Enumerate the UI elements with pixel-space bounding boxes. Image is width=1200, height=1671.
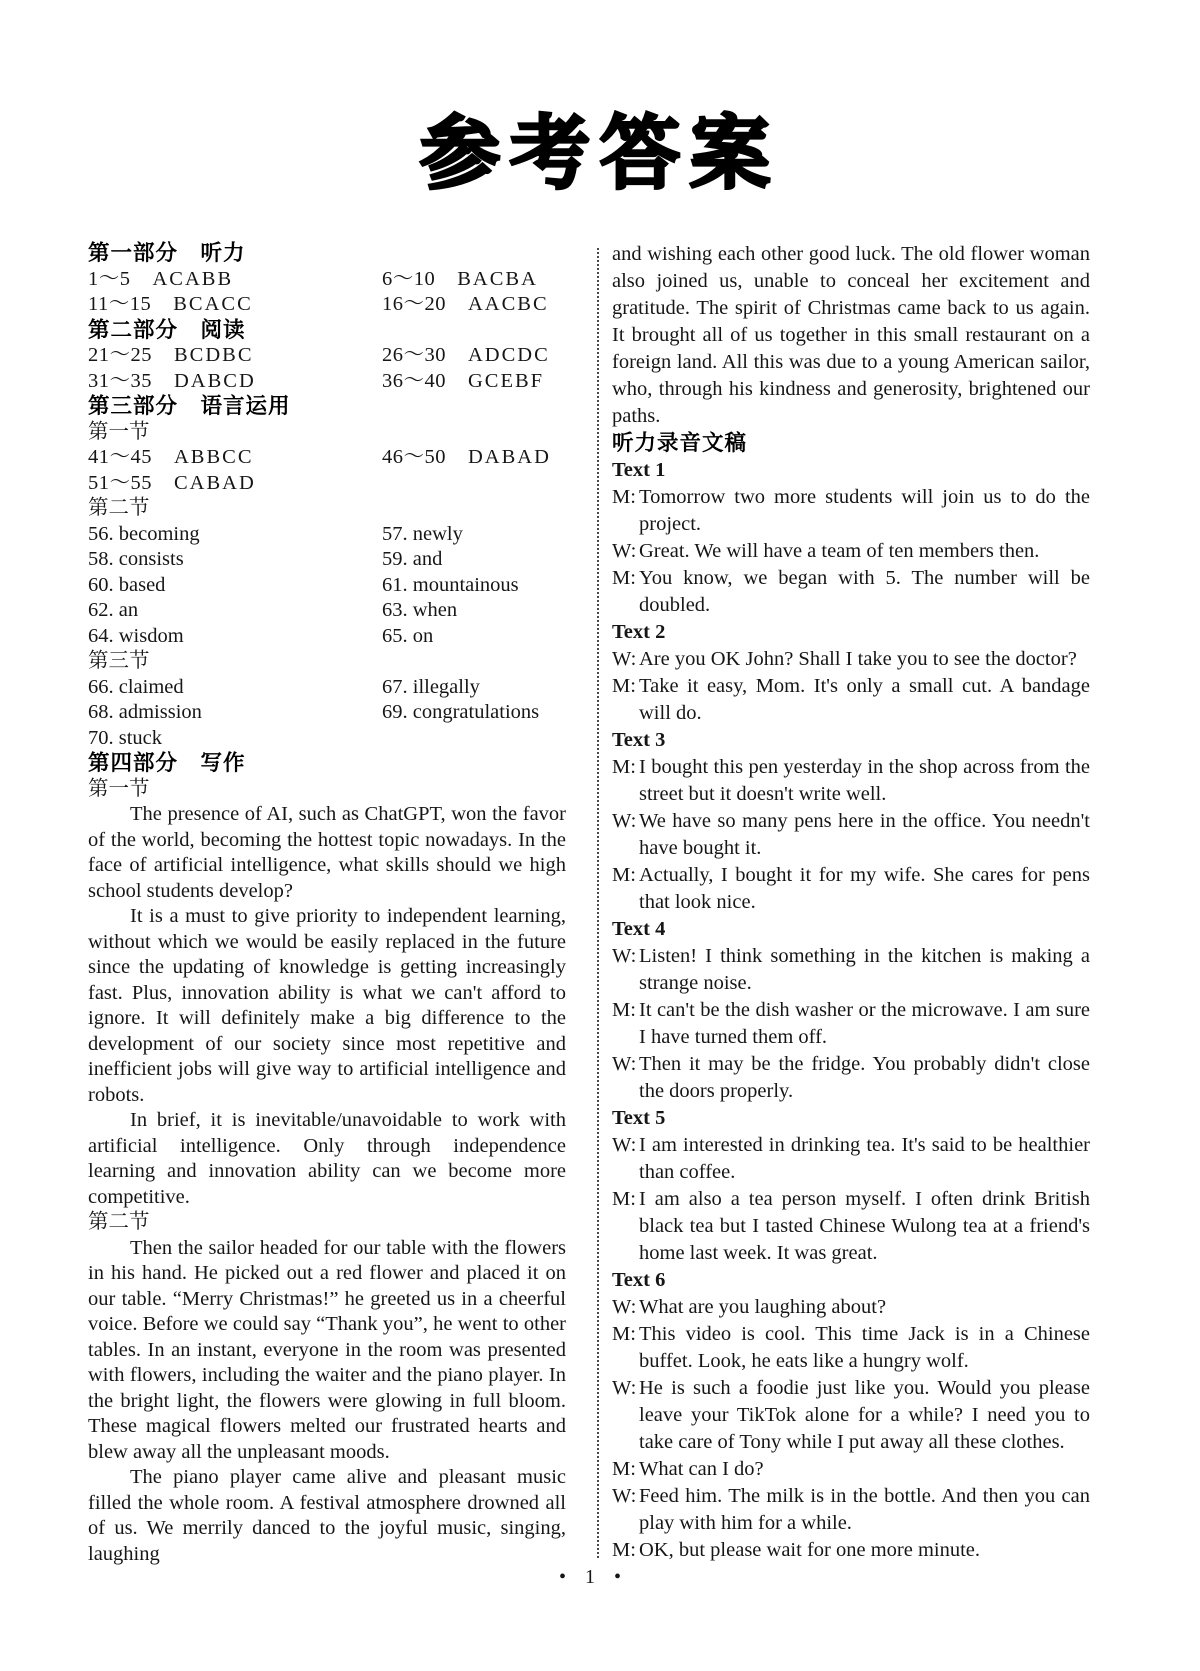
speaker-label: W: [612,540,637,562]
answer-item [382,343,550,369]
dialog-text: What can I do? [639,1458,764,1480]
speaker-label: W: [612,810,637,832]
dialog-line [612,1132,1090,1186]
speaker-label: M: [612,999,636,1021]
dialog-text: Listen! I think something in the kitchen is making a strange noise. [639,945,1090,994]
answer-range: 26～30 [382,344,446,366]
answer-letters: GCEBF [468,369,545,392]
word-answer-item: 56. becoming [88,522,200,545]
dialog-text: He is such a foodie just like you. Would you please leave your TikTok alone for a while? I need you to take care of Tony while I put away all these clothes. [639,1377,1090,1453]
subsection-heading: 第二节 [88,1211,150,1233]
answer-letters: DABCD [174,369,256,392]
word-answer-item: 63. when [382,599,458,621]
answer-letters: BCDBC [174,344,254,366]
dialog-line [612,646,1090,673]
answer-row [88,292,566,318]
dialog-line [612,1321,1090,1375]
answer-letters: ADCDC [468,344,550,366]
word-answer-row [88,522,566,548]
answer-letters: DABAD [468,446,551,468]
word-answer-row [88,700,566,726]
answer-range: 31～35 [88,369,152,392]
dialog-text: Tomorrow two more students will join us to do the project. [639,486,1090,535]
section-heading: 第二部分 阅读 [88,317,246,343]
dialog-line [612,484,1090,538]
word-answer-item: 64. wisdom [88,624,184,647]
speaker-label: W: [612,648,637,670]
section-heading: 听力录音文稿 [612,431,748,456]
dialog-text: This video is cool. This time Jack is in a Chinese buffet. Look, he eats like a hungry wolf. [639,1323,1090,1372]
word-answer-row [88,547,566,573]
dialog-line [612,1483,1090,1537]
answer-range: 46～50 [382,446,446,468]
answer-range: 11～15 [88,293,152,315]
dialog-text-label: Text 2 [612,621,666,643]
word-answer-item: 66. claimed [88,675,184,698]
dialog-line [612,754,1090,808]
dialog-line [612,1456,1090,1483]
speaker-label: W: [612,1134,637,1156]
word-answer-item: 62. an [88,599,139,621]
dialog-text: Feed him. The milk is in the bottle. And then you can play with him for a while. [639,1485,1090,1534]
page-title: 参考答案 [420,107,780,200]
answer-item [88,344,254,366]
dialog-text: I am also a tea person myself. I often drink British black tea but I tasted Chinese Wulong tea at a friend's home last week. It was great. [639,1188,1090,1264]
dialog-text: Are you OK John? Shall I take you to see the doctor? [639,648,1077,670]
answer-letters: ABBCC [174,446,254,468]
speaker-label: M: [612,1458,636,1480]
dialog-line [612,1537,1090,1564]
answer-item [382,292,549,318]
answer-range: 6～10 [382,267,436,290]
dialog-line [612,673,1090,727]
answer-range: 1～5 [88,267,131,290]
speaker-label: M: [612,1539,636,1561]
answer-letters: BACBA [457,267,538,290]
answer-item [382,445,551,471]
answer-range: 51～55 [88,471,152,494]
essay-paragraph: In brief, it is inevitable/unavoidable to work with artificial intelligence. Only through independence learning and innovation ability can we become more competitive. [88,1109,566,1208]
speaker-label: M: [612,675,636,697]
answer-row [88,445,566,471]
section-heading: 第一部分 听力 [88,241,246,266]
dialog-line [612,1186,1090,1267]
dialog-text-label: Text 5 [612,1107,666,1129]
dialog-text: OK, but please wait for one more minute. [639,1539,981,1561]
dialog-text: What are you laughing about? [639,1296,887,1318]
word-answer-item: 67. illegally [382,675,480,698]
dialog-line [612,538,1090,565]
answer-range: 36～40 [382,369,446,392]
dialog-line [612,808,1090,862]
section-heading: 第四部分 写作 [88,751,246,776]
answer-letters: AACBC [468,293,549,315]
word-answer-item: 61. mountainous [382,573,519,596]
essay-paragraph: and wishing each other good luck. The old flower woman also joined us, unable to conceal her excitement and gratitude. The spirit of Christmas came back to us again. It brought all of us together in this small restaurant on a foreign land. All this was due to a young American sailor, who, through his kindness and generosity, brightened our paths. [612,243,1090,427]
dialog-text-label: Text 1 [612,459,666,481]
speaker-label: M: [612,1323,636,1345]
essay-paragraph: The piano player came alive and pleasant music filled the whole room. A festival atmosphere drowned all of us. We merrily danced to the joyful music, singing, laughing [88,1466,566,1565]
dialog-line [612,1294,1090,1321]
answer-row [88,471,566,497]
word-answer-row [88,624,566,650]
answer-row [88,369,566,395]
answer-item [88,446,254,468]
word-answer-row [88,675,566,701]
subsection-heading: 第一节 [88,420,150,443]
dialog-text: Actually, I bought it for my wife. She cares for pens that look nice. [639,864,1090,913]
speaker-label: W: [612,1296,637,1318]
dialog-line [612,565,1090,619]
left-column [88,241,566,1567]
answer-item [88,472,256,494]
subsection-heading: 第三节 [88,650,150,672]
right-column [612,241,1090,1564]
answer-row [88,267,566,293]
dialog-line [612,997,1090,1051]
word-answer-item: 68. admission [88,701,202,723]
dialog-text: Great. We will have a team of ten members then. [639,540,1040,562]
speaker-label: M: [612,864,636,886]
dialog-text: Then it may be the fridge. You probably didn't close the doors properly. [639,1053,1090,1102]
essay-paragraph: It is a must to give priority to independent learning, without which we would be easily replaced in the future since the updating of knowledge is getting increasingly fast. Plus, innovation ability is what we can't afford to ignore. It will definitely make a big difference to the development of our society since most repetitive and inefficient jobs will give way to artificial intelligence and robots. [88,905,566,1106]
word-answer-row [88,726,566,752]
dialog-text: I bought this pen yesterday in the shop across from the street but it doesn't write well. [639,756,1090,805]
speaker-label: M: [612,486,636,508]
answer-range: 21～25 [88,344,152,366]
answer-range: 16～20 [382,293,446,315]
answer-item [88,370,256,392]
word-answer-item: 57. newly [382,522,463,545]
dialog-text-label: Text 3 [612,729,666,751]
section-heading: 第三部分 语言运用 [88,394,291,419]
dialog-text: It can't be the dish washer or the microwave. I am sure I have turned them off. [639,999,1090,1048]
word-answer-item: 59. and [382,548,443,570]
answer-letters: BCACC [173,293,253,315]
page-number: • 1 • [558,1566,621,1588]
essay-paragraph: Then the sailor headed for our table with the flowers in his hand. He picked out a red flower and placed it on our table. “Merry Christmas!” he greeted us in a cheerful voice. Before we could say “Thank you”, he went to other tables. In an instant, everyone in the room was presented with flowers, including the waiter and the piano player. In the bright light, the flowers were glowing in full bloom. These magical flowers melted our frustrated hearts and blew away all the unpleasant moods. [88,1236,566,1463]
subsection-heading: 第一节 [88,777,150,800]
dialog-line [612,943,1090,997]
dialog-line [612,862,1090,916]
word-answer-item: 60. based [88,573,166,596]
speaker-label: M: [612,1188,636,1210]
answer-letters: ACABB [152,267,234,290]
answer-item [88,268,233,290]
column-divider [597,248,599,1558]
word-answer-item: 69. congratulations [382,701,540,723]
word-answer-row [88,598,566,624]
speaker-label: M: [612,756,636,778]
dialog-text: You know, we began with 5. The number will be doubled. [639,567,1090,616]
dialog-text: Take it easy, Mom. It's only a small cut. A bandage will do. [639,675,1090,724]
speaker-label: M: [612,567,636,589]
speaker-label: W: [612,1485,637,1507]
word-answer-item: 65. on [382,624,434,647]
answer-item [382,267,538,293]
subsection-heading: 第二节 [88,497,150,519]
answer-range: 41～45 [88,446,152,468]
word-answer-item: 70. stuck [88,726,163,749]
essay-paragraph: The presence of AI, such as ChatGPT, won the favor of the world, becoming the hottest topic nowadays. In the face of artificial intelligence, what skills should we high school students develop? [88,803,566,902]
answer-row [88,343,566,369]
answer-item [382,369,544,395]
dialog-text: We have so many pens here in the office. You needn't have bought it. [639,810,1090,859]
answer-letters: CABAD [174,471,256,494]
word-answer-row [88,573,566,599]
dialog-text-label: Text 6 [612,1269,666,1291]
word-answer-item: 58. consists [88,548,184,570]
speaker-label: W: [612,1053,637,1075]
dialog-line [612,1051,1090,1105]
dialog-text: I am interested in drinking tea. It's said to be healthier than coffee. [639,1134,1090,1183]
dialog-line [612,1375,1090,1456]
dialog-text-label: Text 4 [612,918,666,940]
speaker-label: W: [612,945,637,967]
answer-item [88,293,253,315]
speaker-label: W: [612,1377,637,1399]
